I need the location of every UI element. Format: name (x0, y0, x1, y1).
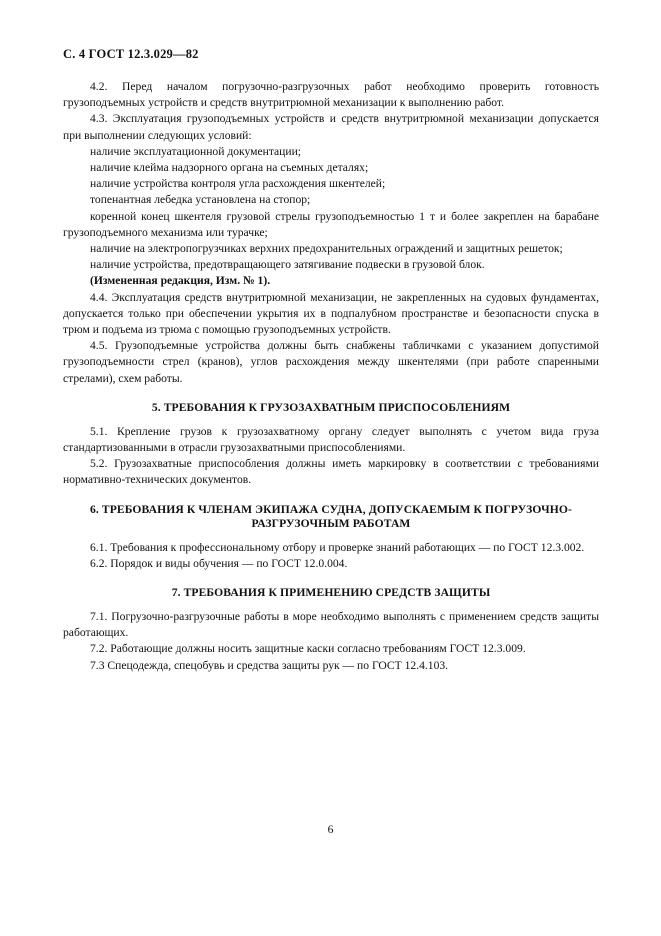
paragraph-5-2: 5.2. Грузозахватные приспособления должны иметь маркировку в соответствии с требованиями нормативно-технических документов. (63, 457, 599, 487)
paragraph-6-1: 6.1. Требования к профессиональному отбору и проверке знаний работающих — по ГОСТ 12.3.002. (90, 540, 585, 554)
condition-item: наличие на электропогрузчиках верхних предохранительных ограждений и защитных решеток; (90, 242, 563, 256)
section-6-heading-line1: 6. ТРЕБОВАНИЯ К ЧЛЕНАМ ЭКИПАЖА СУДНА, ДОПУСКАЕМЫМ К ПОГРУЗОЧНО- (90, 502, 572, 516)
amendment-note: (Измененная редакция, Изм. № 1). (90, 274, 271, 288)
paragraph-7-1: 7.1. Погрузочно-разгрузочные работы в море необходимо выполнять с применением средств защиты работающих. (63, 610, 599, 640)
condition-item: наличие устройства, предотвращающего затягивание подвески в грузовой блок. (90, 258, 485, 272)
document-body (63, 79, 599, 674)
section-6-heading-line2: РАЗГРУЗОЧНЫМ РАБОТАМ (251, 516, 411, 530)
condition-item: коренной конец шкентеля грузовой стрелы грузоподъемностью 1 т и более закреплен на барабане грузоподъемного механизма или турачке; (63, 209, 599, 239)
paragraph-5-1: 5.1. Крепление грузов к грузозахватному органу следует выполнять с учетом вида груза стандартизованными в отрасли грузозахватными приспособлениями. (63, 424, 599, 455)
condition-item: наличие эксплуатационной документации; (90, 144, 302, 158)
section-6-heading (63, 503, 599, 531)
section-7-heading: 7. ТРЕБОВАНИЯ К ПРИМЕНЕНИЮ СРЕДСТВ ЗАЩИТЫ (171, 586, 491, 600)
paragraph-4-3: 4.3. Эксплуатация грузоподъемных устройств и средств внутритрюмной механизации допускается при выполнении следующих условий: (63, 112, 599, 142)
paragraph-7-3: 7.3 Спецодежда, спецобувь и средства защиты рук — по ГОСТ 12.4.103. (90, 658, 449, 672)
condition-item: топенантная лебедка установлена на стопор; (90, 193, 311, 207)
paragraph-4-2: 4.2. Перед началом погрузочно-разгрузочных работ необходимо проверить готовность грузоподъемных устройств и средств внутритрюмной механизации к выполнению работ. (63, 80, 599, 110)
section-5-heading: 5. ТРЕБОВАНИЯ К ГРУЗОЗАХВАТНЫМ ПРИСПОСОБЛЕНИЯМ (151, 400, 511, 414)
paragraph-6-2: 6.2. Порядок и виды обучения — по ГОСТ 12.0.004. (90, 556, 348, 570)
paragraph-4-4: 4.4. Эксплуатация средств внутритрюмной механизации, не закрепленных на судовых фундаментах, допускается только при обеспечении укрытия их в подпалубном пространстве и безопасности спуска в трюм и подъема из трюма с помощью грузоподъемных устройств. (63, 290, 599, 337)
paragraph-4-5: 4.5. Грузоподъемные устройства должны быть снабжены табличками с указанием допустимой грузоподъемности стрел (кранов), углов расхождения между шкентелями (при работе спаренными стрелами), схем работы. (63, 339, 599, 385)
page-header: С. 4 ГОСТ 12.3.029—82 (63, 47, 199, 61)
condition-item: наличие клейма надзорного органа на съемных деталях; (90, 161, 369, 175)
condition-item: наличие устройства контроля угла расхождения шкентелей; (90, 177, 386, 191)
page-number: 6 (327, 823, 334, 836)
paragraph-7-2: 7.2. Работающие должны носить защитные каски согласно требованиям ГОСТ 12.3.009. (90, 642, 526, 656)
